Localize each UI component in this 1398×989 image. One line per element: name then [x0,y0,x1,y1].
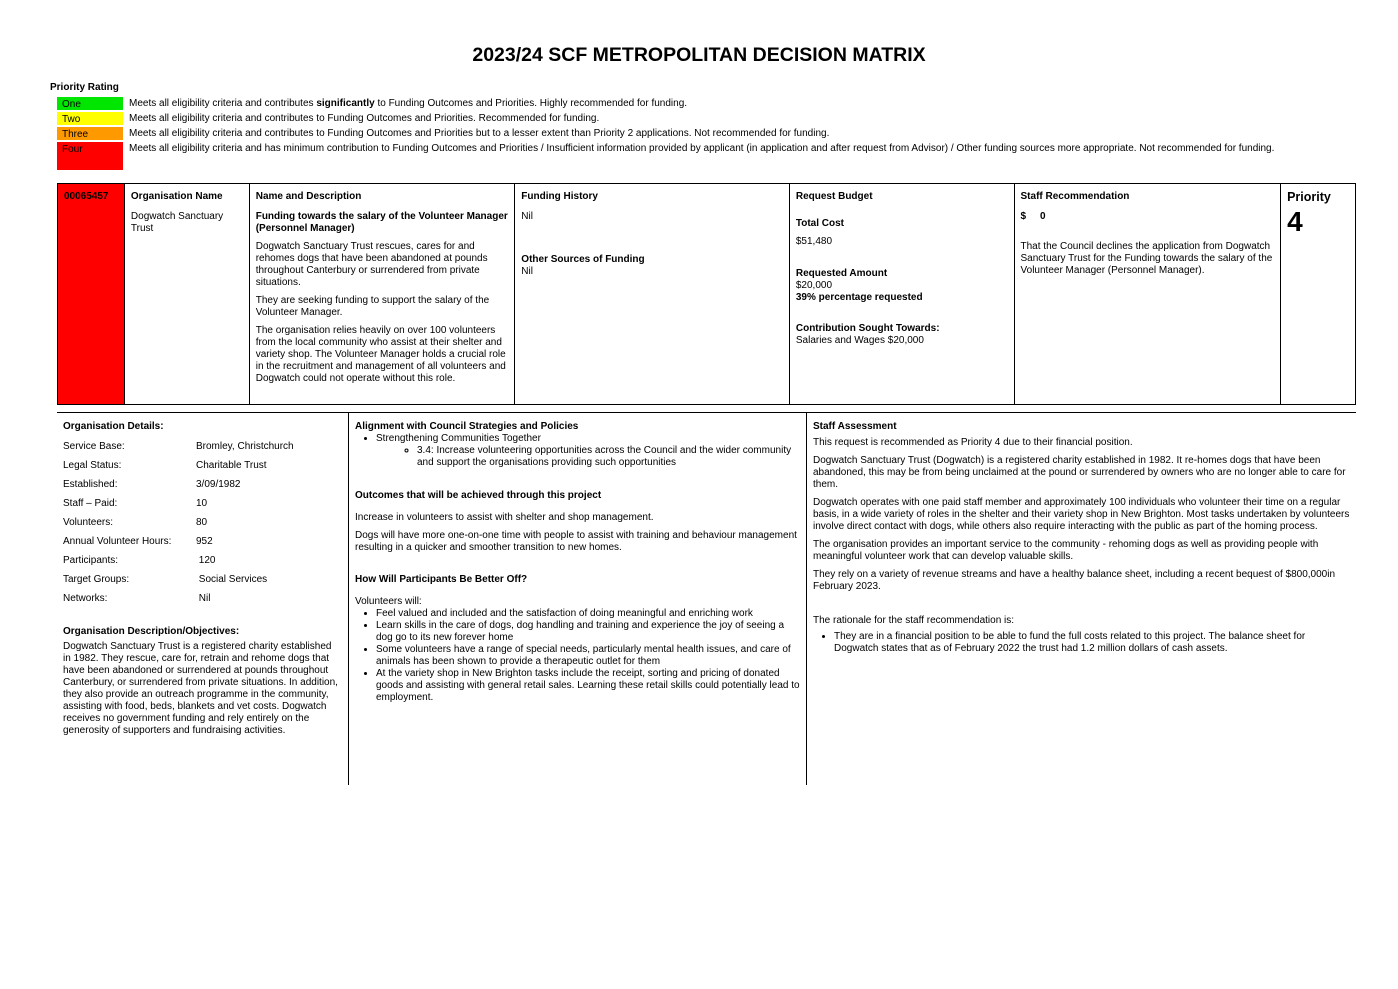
organisation-details-column [57,413,348,785]
priority-swatch-two: Two [57,112,123,125]
description-header: Name and Description [255,191,362,202]
priority-cell [1281,184,1355,404]
legend-row-one [57,97,1307,110]
decision-matrix-row [57,183,1356,405]
rationale-list [813,631,1350,655]
requested-amount-label: Requested Amount [795,268,888,279]
alignment-column [348,413,806,785]
better-off-item: • Feel valued and included and the satisfaction of doing meaningful and enriching work [376,608,800,620]
rationale-label: The rationale for the staff recommendation is: [813,615,1015,626]
requested-amount-value: $20,000 [795,280,833,291]
application-id: 00065457 [64,191,109,202]
assessment-paragraph-5: They rely on a variety of revenue streams and have a healthy balance sheet, including a recent bequest of $800,000in February 2023. [813,569,1336,592]
description-paragraph-2: They are seeking funding to support the salary of the Volunteer Manager. [255,295,490,318]
description-paragraph-3: The organisation relies heavily on over 100 volunteers from the local community who assist at their shelter and variety shop. The Volunteer Manager holds a crucial role in the recruitment and management of all volunteers and Dogwatch could not operate without this role. [255,325,506,384]
organisation-name-header: Organisation Name [130,191,223,202]
volunteers-will: Volunteers will: [355,596,422,607]
organisation-details-header: Organisation Details: [63,421,164,432]
assessment-paragraph-4: The organisation provides an important service to the community - rehoming dogs as well as providing people with meaningful volunteer work that can develop valuable skills. [813,539,1319,562]
priority-swatch-one: One [57,97,123,110]
other-sources-header: Other Sources of Funding [521,254,645,265]
request-budget-cell [790,184,1015,404]
organisation-name-cell [125,184,250,404]
description-paragraph-1: Dogwatch Sanctuary Trust rescues, cares for and rehomes dogs that have been abandoned at pounds throughout Canterbury or surrendered from private situations. [255,241,488,288]
detail-row-established: Established: 3/09/1982 [63,479,241,490]
legend-text-three: Meets all eligibility criteria and contributes to Funding Outcomes and Priorities but to a lesser extent than Priority 2 applications. Not recommended for funding. [129,128,830,139]
detail-row-service-base: Service Base: Bromley, Christchurch [63,441,294,452]
total-cost-value: $51,480 [795,236,833,247]
legend-row-three [57,127,1307,140]
percentage-requested: 39% percentage requested [795,292,923,303]
request-budget-header: Request Budget [795,191,873,202]
staff-assessment-column [806,413,1356,785]
assessment-paragraph-3: Dogwatch operates with one paid staff member and approximately 100 individuals who volunteer their time on a regular basis, in a wide variety of roles in the shelter and their variety shop in New Brighton. Most tasks undertaken by volunteers involve direct contact with dogs, while others also require interacting with the public as part of the homing process. [813,497,1350,532]
detail-row-networks: Networks: Nil [63,593,211,604]
legend-row-four [57,142,1307,170]
better-off-item: • At the variety shop in New Brighton tasks include the receipt, sorting and pricing of donated goods and assisting with general retail sales. Learning these retail skills could potentially lead to employment. [376,668,800,704]
assessment-paragraph-2: Dogwatch Sanctuary Trust (Dogwatch) is a registered charity established in 1982. It re-homes dogs that have been abandoned, this may be from being unclaimed at the pound or surrendered by owners who are no longer able to care for them. [813,455,1346,490]
detail-row-target-groups: Target Groups: Social Services [63,574,268,585]
assessment-paragraph-1: This request is recommended as Priority 4 due to their financial position. [813,437,1133,448]
contribution-label: Contribution Sought Towards: [795,323,940,334]
priority-value: 4 [1287,206,1303,237]
detail-row-volunteers: Volunteers: 80 [63,517,208,528]
alignment-sub-list [355,445,800,469]
detail-row-volunteer-hours: Annual Volunteer Hours: 952 [63,536,213,547]
better-off-list [355,608,800,704]
total-cost-label: Total Cost [795,218,845,229]
priority-legend [57,97,1307,170]
organisation-description-text: Dogwatch Sanctuary Trust is a registered charity established in 1982. They rescue, care for, retrain and rehome dogs that have been abandoned or surrendered at pounds throughout Canterbury, or surrendered from private situations. In addition, they also provide an outreach programme in the community, assisting with food, beds, blankets and vet costs. Dogwatch receives no government funding and rely entirely on the generosity of supporters and fundraising activities. [63,641,338,736]
priority-rating-label: Priority Rating [50,82,119,93]
better-off-header: How Will Participants Be Better Off? [355,574,528,585]
better-off-item: • Learn skills in the care of dogs, dog handling and training and experience the joy of seeing a dog go to its new forever home [376,620,800,644]
project-title: Funding towards the salary of the Volunteer Manager (Personnel Manager) [255,211,508,234]
staff-recommendation-text: That the Council declines the application from Dogwatch Sanctuary Trust for the Funding towards the salary of the Volunteer Manager (Personnel Manager). [1020,241,1273,276]
funding-history-value: Nil [521,211,533,222]
rationale-item: • They are in a financial position to be able to fund the full costs related to this project. The balance sheet for Dogwatch states that as of February 2022 the trust had 1.2 million dollars of cash assets. [834,631,1350,655]
better-off-item: • Some volunteers have a range of special needs, particularly mental health issues, and care of animals has been shown to provide a therapeutic outlet for them [376,644,800,668]
detail-row-staff-paid: Staff – Paid: 10 [63,498,208,509]
funding-history-header: Funding History [521,191,598,202]
legend-text-two: Meets all eligibility criteria and contributes to Funding Outcomes and Priorities. Recommended for funding. [129,113,600,124]
alignment-list [355,433,800,445]
contribution-value: Salaries and Wages $20,000 [795,335,924,346]
detail-row-legal-status: Legal Status: Charitable Trust [63,460,267,471]
application-id-cell [58,184,125,404]
priority-swatch-three: Three [57,127,123,140]
outcomes-header: Outcomes that will be achieved through this project [355,490,602,501]
detail-row-participants: Participants: 120 [63,555,216,566]
funding-history-cell [515,184,790,404]
outcome-2: Dogs will have more one-on-one time with people to assist with training and behaviour management resulting in a quicker and smoother transition to new homes. [355,530,797,553]
outcome-1: Increase in volunteers to assist with shelter and shop management. [355,512,654,523]
alignment-header: Alignment with Council Strategies and Policies [355,421,579,432]
priority-header: Priority [1287,190,1331,204]
organisation-description-header: Organisation Description/Objectives: [63,626,240,637]
legend-text-one: Meets all eligibility criteria and contributes significantly to Funding Outcomes and Priorities. Highly recommended for funding. [129,98,688,109]
organisation-name: Dogwatch Sanctuary Trust [130,211,224,234]
priority-swatch-four: Four [57,142,123,170]
description-cell [250,184,516,404]
other-sources-value: Nil [521,266,533,277]
recommended-amount: $ 0 [1020,211,1046,222]
staff-recommendation-header: Staff Recommendation [1020,191,1130,202]
alignment-bullet: • Strengthening Communities Together [376,433,800,445]
page-title: 2023/24 SCF METROPOLITAN DECISION MATRIX [472,44,926,66]
legend-text-four: Meets all eligibility criteria and has minimum contribution to Funding Outcomes and Priorities / Insufficient information provided by applicant (in application and after request from Advisor) / Other funding sources more appropriate. Not recommended for funding. [129,143,1275,154]
legend-row-two [57,112,1307,125]
alignment-sub-bullet: ◦ 3.4: Increase volunteering opportunities across the Council and the wider community and support the organisations providing such opportunities [417,445,800,469]
lower-section [57,412,1356,785]
staff-assessment-header: Staff Assessment [813,421,897,432]
staff-recommendation-cell [1015,184,1282,404]
